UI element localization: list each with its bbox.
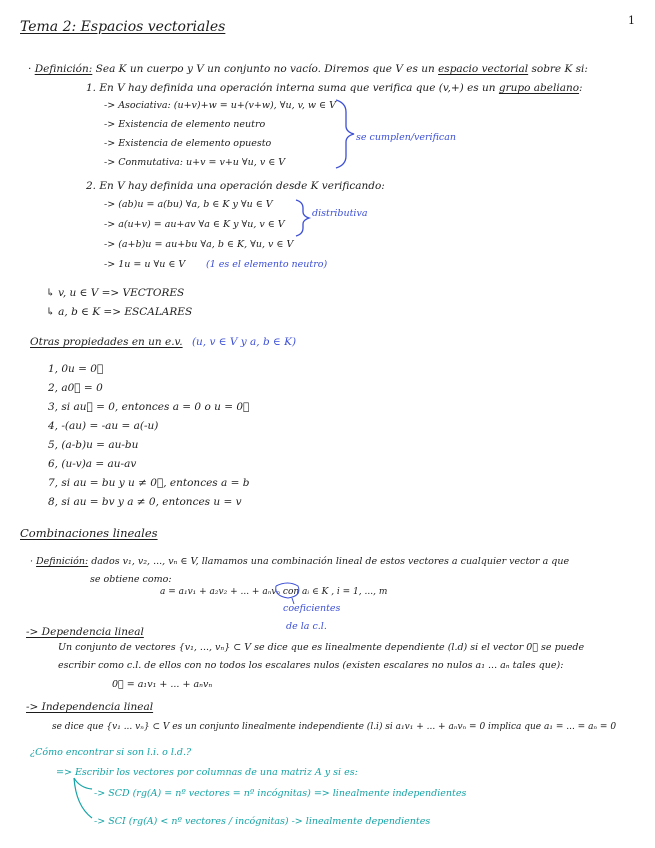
page-title: Tema 2: Espacios vectoriales xyxy=(20,19,226,35)
circle-ai xyxy=(276,583,299,598)
como-question: ¿Cómo encontrar si son l.i. o l.d.? xyxy=(30,747,192,758)
term-vector-space: espacio vectorial xyxy=(438,63,529,75)
combinacion-definition: · Definición: dados v₁, v₂, ..., vₙ ∈ V, llamamos una combinación lineal de estos vectores a cualquier vector a que xyxy=(30,556,570,567)
property-associative: -> Asociativa: (u+v)+w = u+(v+w), ∀u, v, w ∈ V xyxy=(104,100,336,111)
combinaciones-heading: Combinaciones lineales xyxy=(20,526,158,540)
item2-intro: 2. En V hay definida una operación desde K verificando: xyxy=(86,180,385,192)
property-a-plus-b-u: -> (a+b)u = au+bu ∀a, b ∈ K, ∀u, v ∈ V xyxy=(104,239,294,250)
property-a-u-plus-v: -> a(u+v) = au+av ∀a ∈ K y ∀u, v ∈ V xyxy=(104,219,285,230)
definition-vector-space: · Definición: Sea K un cuerpo y V un conjunto no vacío. Diremos que V es un espacio vectorial sobre K si: xyxy=(28,63,588,75)
dependencia-text-1: Un conjunto de vectores {v₁, ..., vₙ} ⊂ V se dice que es linealmente dependiente (l.d) si el vector 0⃗ se puede xyxy=(58,642,585,653)
independencia-heading: -> Independencia lineal xyxy=(26,701,154,713)
property-1u: -> 1u = u ∀u ∈ V xyxy=(104,259,186,270)
escalares-line: ↳ a, b ∈ K => ESCALARES xyxy=(46,306,193,318)
brace-group-properties xyxy=(336,100,354,168)
property-opposite: -> Existencia de elemento opuesto xyxy=(104,138,272,149)
como-step: => Escribir los vectores por columnas de una matriz A y si es: xyxy=(56,767,358,778)
otras-item: 1, 0u = 0⃗ xyxy=(48,363,104,375)
como-scd: -> SCD (rg(A) = nº vectores = nº incógnitas) => linealmente independientes xyxy=(94,788,467,799)
note-coeficientes-cl: de la c.l. xyxy=(286,621,327,632)
vectores-line: ↳ v, u ∈ V => VECTORES xyxy=(46,287,185,299)
otras-item: 5, (a-b)u = au-bu xyxy=(48,439,139,451)
dependencia-text-2: escribir como c.l. de ellos con no todos los escalares nulos (existen escalares no nulos a₁ ... aₙ tales que): xyxy=(58,660,564,671)
note-neutral: (1 es el elemento neutro) xyxy=(206,259,328,270)
otras-item: 7, si au = bu y u ≠ 0⃗, entonces a = b xyxy=(48,477,250,489)
note-coeficientes: coeficientes xyxy=(283,603,341,614)
dependencia-heading: -> Dependencia lineal xyxy=(26,626,144,638)
property-neutral: -> Existencia de elemento neutro xyxy=(104,119,266,130)
item1-intro: 1. En V hay definida una operación interna suma que verifica que (v,+) es un grupo abeliano: xyxy=(86,82,583,94)
como-sci: -> SCI (rg(A) < nº vectores / incógnitas) -> linealmente dependientes xyxy=(94,816,431,827)
otras-item: 4, -(au) = -au = a(-u) xyxy=(48,420,159,432)
combinacion-formula: a = a₁v₁ + a₂v₂ + ... + aₙvₙ con aᵢ ∈ K , i = 1, ..., m xyxy=(160,587,388,597)
branch-sci-arrow xyxy=(74,778,92,818)
otras-item: 2, a0⃗ = 0 xyxy=(48,382,103,394)
otras-item: 3, si au⃗ = 0, entonces a = 0 o u = 0⃗ xyxy=(48,401,250,413)
otras-item: 8, si au = bv y a ≠ 0, entonces u = v xyxy=(48,496,242,508)
dependencia-formula: 0⃗ = a₁v₁ + ... + aₙvₙ xyxy=(112,679,213,690)
note-distributiva: distributiva xyxy=(312,208,368,219)
otras-condition: (u, v ∈ V y a, b ∈ K) xyxy=(191,336,297,348)
page-number: 1 xyxy=(628,14,635,27)
term-abelian-group: grupo abeliano xyxy=(498,82,580,94)
property-commutative: -> Conmutativa: u+v = v+u ∀u, v ∈ V xyxy=(104,157,286,168)
brace-distributive xyxy=(296,200,309,236)
otras-heading: Otras propiedades en un e.v. xyxy=(30,336,183,348)
branch-scd-arrow xyxy=(74,778,92,789)
definition-label: Definición: xyxy=(36,556,89,567)
combinacion-def-cont: se obtiene como: xyxy=(90,574,172,585)
property-ab-u: -> (ab)u = a(bu) ∀a, b ∈ K y ∀u ∈ V xyxy=(104,199,273,210)
otras-item: 6, (u-v)a = au-av xyxy=(48,458,137,470)
definition-label: Definición: xyxy=(34,63,93,75)
independencia-text: se dice que {v₁ ... vₙ} ⊂ V es un conjunto linealmente independiente (l.i) si a₁v₁ + ... + aₙvₙ = 0 implica que a₁ = ... = aₙ = 0 xyxy=(52,722,617,732)
arrow-coeficientes xyxy=(292,598,294,604)
note-se-cumplen: se cumplen/verifican xyxy=(356,132,457,143)
